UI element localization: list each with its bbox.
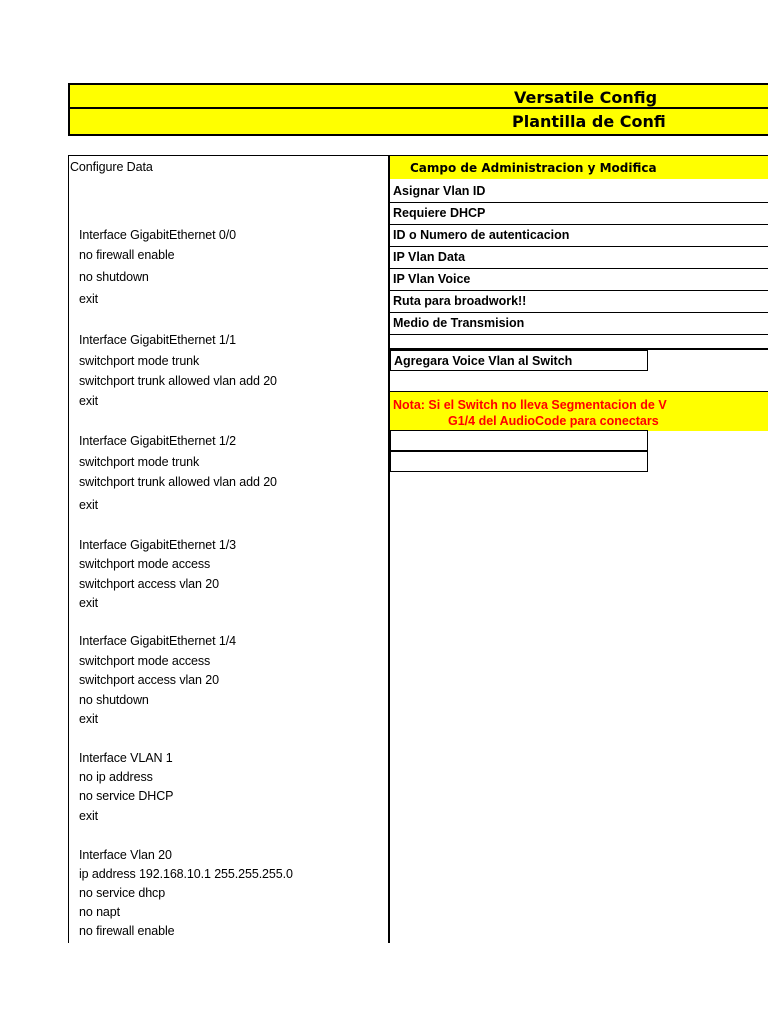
config-line: exit [79,498,99,512]
config-line: no shutdown [79,693,149,707]
config-line: no napt [79,905,121,919]
config-line: switchport trunk allowed vlan add 20 [79,374,277,388]
config-line: Interface GigabitEthernet 1/4 [79,634,236,648]
admin-section-header: Campo de Administracion y Modifica [390,155,768,179]
config-line: exit [79,596,99,610]
config-line: no shutdown [79,270,149,284]
field-asignar-vlan-id[interactable]: Asignar Vlan ID [390,181,768,203]
title-banner-versatile [68,83,768,109]
config-line: Interface GigabitEthernet 1/2 [79,434,236,448]
config-line: switchport mode access [79,654,211,668]
config-line: no service DHCP [79,789,174,803]
config-line: exit [79,809,99,823]
field-ip-vlan-voice[interactable]: IP Vlan Voice [390,269,768,291]
voice-vlan-switch-row[interactable]: Agregara Voice Vlan al Switch [390,350,648,371]
field-ruta-broadwork[interactable]: Ruta para broadwork!! [390,291,768,313]
note-line-2: G1/4 del AudioCode para conectars [448,414,659,428]
config-line: no service dhcp [79,886,166,900]
field-autenticacion-id[interactable]: ID o Numero de autenticacion [390,225,768,247]
config-line: Interface GigabitEthernet 0/0 [79,228,236,242]
config-line: Interface VLAN 1 [79,751,173,765]
empty-input-cell[interactable] [390,430,648,451]
config-line: exit [79,292,99,306]
config-line: switchport trunk allowed vlan add 20 [79,475,277,489]
config-line: switchport mode trunk [79,455,200,469]
admin-fields-list [390,181,768,335]
config-line: no ip address [79,770,153,784]
config-line: Interface Vlan 20 [79,848,172,862]
configure-data-heading: Configure Data [70,160,153,174]
config-line: switchport mode access [79,557,211,571]
config-line: switchport mode trunk [79,354,200,368]
field-requiere-dhcp[interactable]: Requiere DHCP [390,203,768,225]
field-ip-vlan-data[interactable]: IP Vlan Data [390,247,768,269]
config-line: no firewall enable [79,248,175,262]
blank-row[interactable] [390,330,768,350]
field-medio-transmision[interactable]: Medio de Transmision [390,313,768,335]
title-plantilla: Plantilla de Confi [512,112,666,131]
title-versatile-config: Versatile Config [514,88,658,107]
title-banner-plantilla [68,109,768,136]
config-line: ip address 192.168.10.1 255.255.255.0 [79,867,293,881]
config-line: Interface GigabitEthernet 1/3 [79,538,236,552]
config-line: Interface GigabitEthernet 1/1 [79,333,236,347]
config-line: exit [79,394,99,408]
empty-input-cell[interactable] [390,451,648,472]
note-line-1: Nota: Si el Switch no lleva Segmentacion de V [393,398,667,412]
config-line: no firewall enable [79,924,175,938]
config-line: switchport access vlan 20 [79,577,219,591]
config-line: switchport access vlan 20 [79,673,219,687]
config-line: exit [79,712,99,726]
note-box [390,391,768,431]
